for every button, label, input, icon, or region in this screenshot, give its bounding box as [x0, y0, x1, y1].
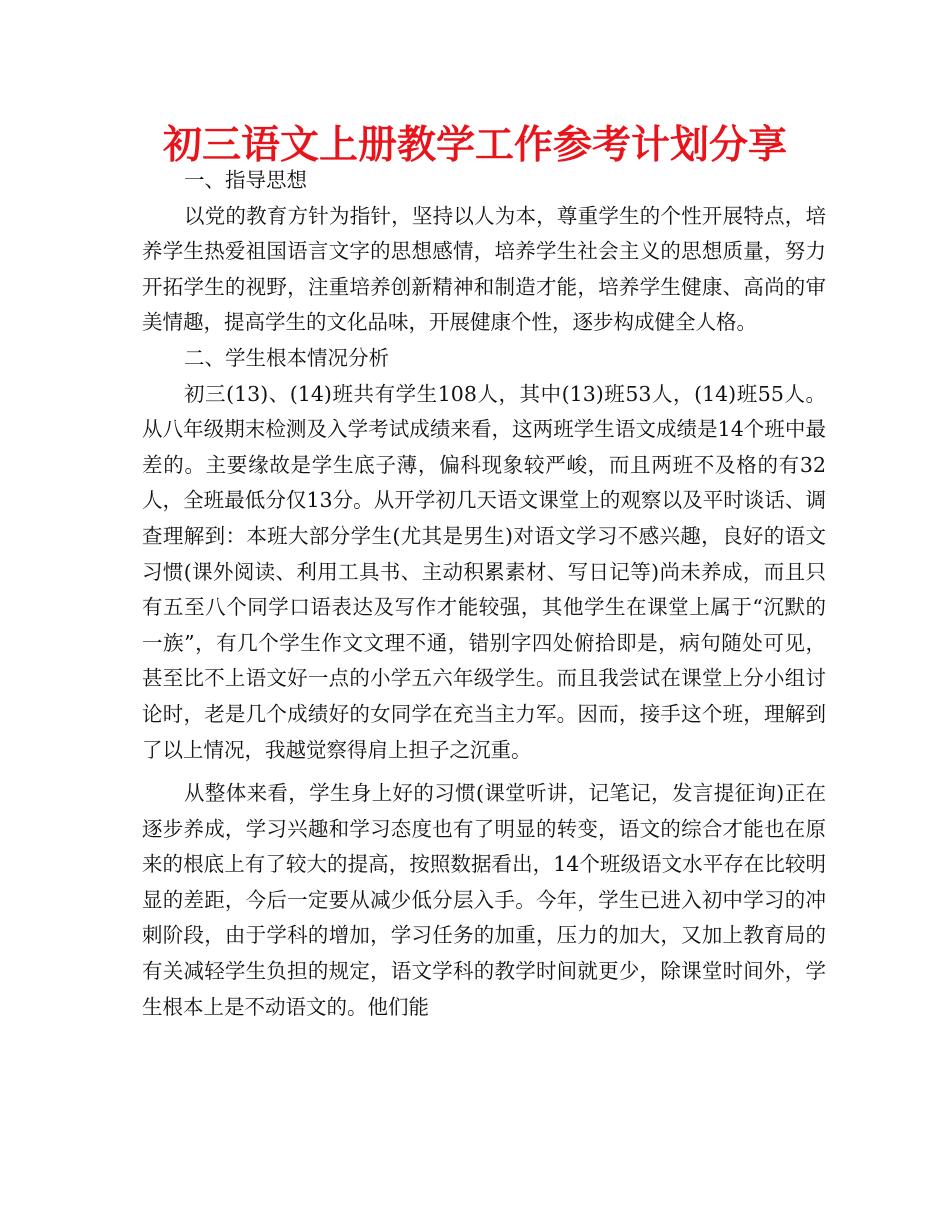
section-heading-guiding-ideology: 一、指导思想 — [184, 168, 307, 192]
paragraph-overall-view: 从整体来看，学生身上好的习惯(课堂听讲，记笔记，发言提征询)正在逐步养成，学习兴趣和学习态度也有了明显的转变，语文的综合才能也在原来的根底上有了较大的提高，按照数据看出，14个班级语文水平存在比较明显的差距，今后一定要从减少低分层入手。今年，学生已进入初中学习的冲刺阶段，由于学科的增加，学习任务的加重，压力的加大，又加上教育局的有关减轻学生负担的规定，语文学科的教学时间就更少，除课堂时间外，学生根本上是不动语文的。他们能 — [142, 781, 826, 1019]
document-title: 初三语文上册教学工作参考计划分享 — [162, 123, 787, 168]
paragraph-student-situation: 初三(13)、(14)班共有学生108人，其中(13)班53人，(14)班55人。从八年级期末检测及入学考试成绩来看，这两班学生语文成绩是14个班中最差的。主要缘故是学生底子薄，偏科现象较严峻，而且两班不及格的有32人，全班最低分仅13分。从开学初几天语文课堂上的观察以及平时谈话、调查理解到：本班大部分学生(尤其是男生)对语文学习不感兴趣，良好的语文习惯(课外阅读、利用工具书、主动积累素材、写日记等)尚未养成，而且只有五至八个同学口语表达及写作才能较强，其他学生在课堂上属于“沉默的一族”，有几个学生作文文理不通，错别字四处俯拾即是，病句随处可见，甚至比不上语文好一点的小学五六年级学生。而且我尝试在课堂上分小组讨论时，老是几个成绩好的女同学在充当主力军。因而，接手这个班，理解到了以上情况，我越觉察得肩上担子之沉重。 — [142, 381, 826, 762]
section-heading-student-analysis: 二、学生根本情况分析 — [184, 345, 389, 370]
document-body — [142, 163, 826, 1025]
paragraph-guiding-ideology: 以党的教育方针为指针，坚持以人为本，尊重学生的个性开展特点，培养学生热爱祖国语言文字的思想感情，培养学生社会主义的思想质量，努力开拓学生的视野，注重培养创新精神和制造才能，培养学生健康、高尚的审美情趣，提高学生的文化品味，开展健康个性，逐步构成健全人格。 — [142, 203, 826, 335]
